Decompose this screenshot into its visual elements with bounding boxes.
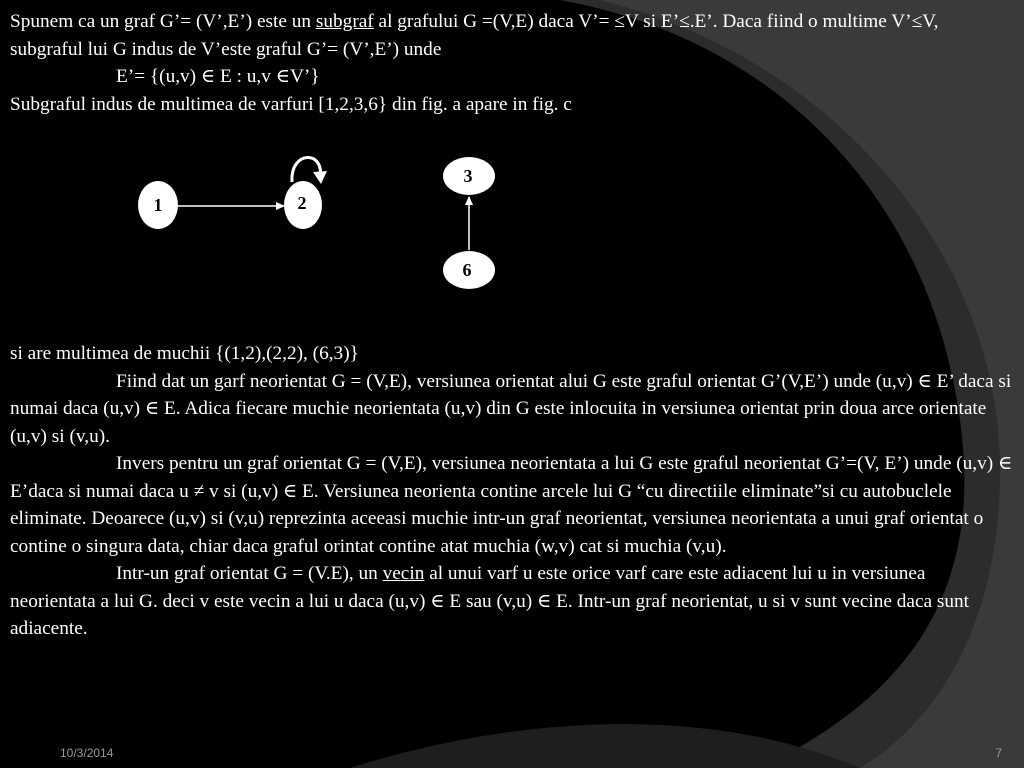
node-1-label: 1 xyxy=(153,195,163,215)
vecin-term: vecin xyxy=(382,563,425,584)
paragraph-text: al grafului G =(V,E) daca V’= ≤V si E’≤.E’. Daca fiind o multime V’≤V, subgraful lui G indus de V’este graful G’= (V’,E’) unde xyxy=(10,11,939,60)
formula-text: E’= {(u,v) ∈ E : u,v ∈V’} xyxy=(116,66,320,87)
induced-subgraph-text: Subgraful indus de multimea de varfuri [1,2,3,6} din fig. a apare in fig. c xyxy=(10,93,572,115)
subgraf-term: subgraf xyxy=(315,11,374,32)
unoriented-version-text xyxy=(10,450,1015,560)
paragraph-text: Invers pentru un graf orientat G = (V,E), versiunea neorientata a lui G este graful neorientat G’=(V, E’) unde (u,v) ∈ E’daca si numai daca u ≠ v si (u,v) ∈ E. Versiunea neorienta contine arcele lui G “cu directiile eliminate”si cu autobuclele eliminate. Deoarece (u,v) si (v,u) reprezinta aceeasi muchie intr-un graf neorientat, versiunea neorientata a unui graf orientat o contine o singura data, chiar daca graful orintat contine atat muchia (w,v) cat si muchia (v,u). xyxy=(10,453,1013,557)
node-2-label: 2 xyxy=(297,193,307,213)
edge-2-2-loop xyxy=(292,157,321,182)
oriented-version-text xyxy=(10,368,1015,451)
paragraph-text: al unui varf u este orice varf care este adiacent lui u in versiunea neorientata a lui G. deci v este vecin a lui u daca (u,v) ∈ E sau (v,u) ∈ E. Intr-un graf neorientat, u si v sunt vecine daca sunt adiacente. xyxy=(10,563,970,639)
body-text xyxy=(10,340,1015,643)
slide-number: 7 xyxy=(995,746,1002,760)
node-6-label: 6 xyxy=(462,260,472,280)
node-3-label: 3 xyxy=(463,166,473,186)
paragraph-text: Fiind dat un garf neorientat G = (V,E), versiunea orientat alui G este graful orientat G’(V,E’) unde (u,v) ∈ E’ daca si numai daca (u,v) ∈ E. Adica fiecare muchie neorientata (u,v) din G este inlocuita in versiunea orientat prin doua arce orientate (u,v) si (v,u). xyxy=(10,370,1012,447)
loop-arrowhead xyxy=(313,171,327,184)
slide-date: 10/3/2014 xyxy=(60,746,114,760)
neighbor-definition-text xyxy=(10,560,1015,643)
paragraph-text: Spunem ca un graf G’= (V’,E’) este un xyxy=(10,11,316,32)
paragraph-text: Intr-un graf orientat G = (V.E), un xyxy=(116,563,383,584)
edge-set-text: si are multimea de muchii {(1,2),(2,2), (6,3)} xyxy=(10,343,359,364)
